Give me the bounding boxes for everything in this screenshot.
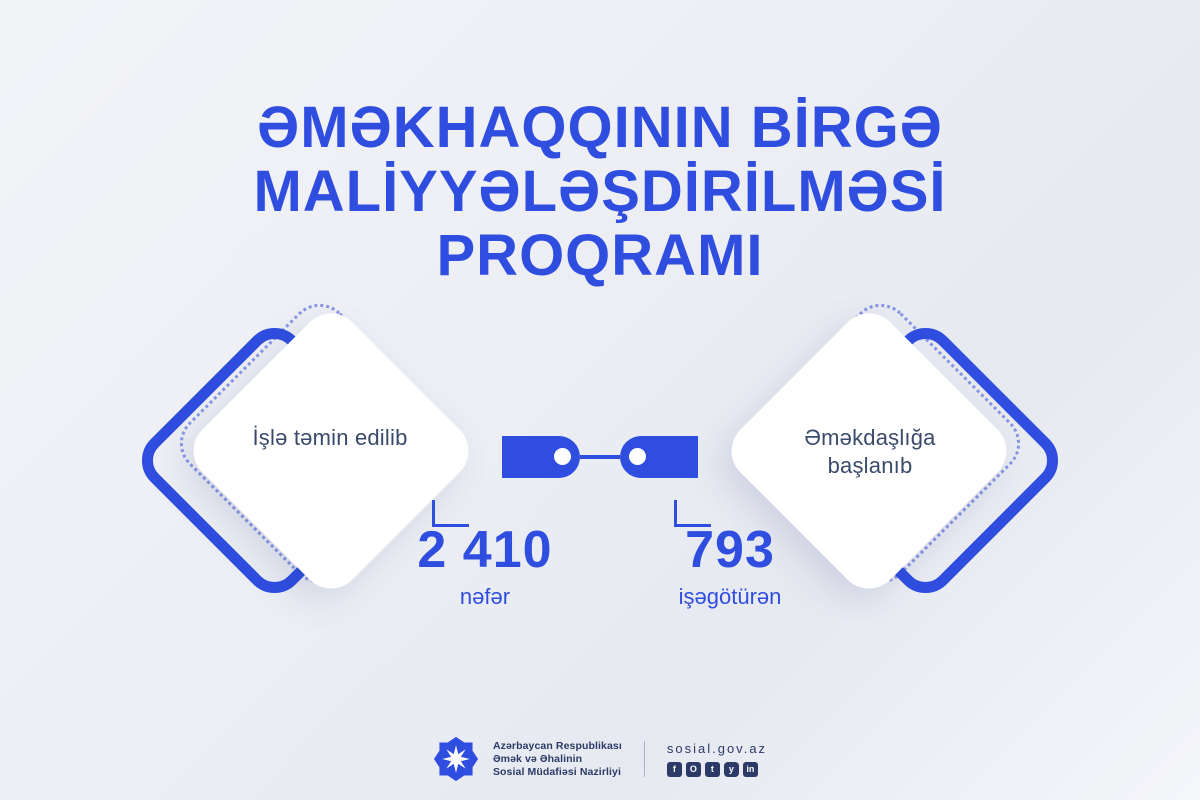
social-links [667,762,758,777]
title-line-2: MALİYYƏLƏŞDİRİLMƏSİ [253,159,947,224]
page-title [0,96,1200,288]
stat-employers [630,500,830,612]
facebook-icon[interactable]: f [667,762,682,777]
right-card-label-line2: başlanıb [827,453,913,478]
instagram-icon[interactable]: O [686,762,701,777]
footer [0,736,1200,782]
linkedin-icon[interactable]: in [743,762,758,777]
elbow-connector-right-icon [674,500,711,527]
left-card-label: İşlə təmin edilib [252,425,408,450]
right-card-label-line1: Əməkdaşlığa [804,425,936,450]
ministry-name [493,740,622,779]
twitter-icon[interactable]: t [705,762,720,777]
ministry-emblem-icon [433,736,479,782]
stat-employers-value: 793 [685,521,775,579]
elbow-connector-left-icon [432,500,469,527]
ministry-line-1: Azərbaycan Respublikası [492,739,622,752]
right-card-label [730,424,1010,480]
ministry-line-3: Sosial Müdafiəsi Nazirliyi [492,765,621,778]
stat-employers-unit: işəgötürən [678,584,782,609]
connector-dot-left-icon [554,448,571,465]
stats-row [360,500,840,620]
footer-site-block [667,741,767,777]
connector-dot-right-icon [629,448,646,465]
center-connector [502,426,698,488]
title-line-3: PROQRAMI [436,223,764,288]
title-line-1: ƏMƏKHAQQININ BİRGƏ [257,95,943,160]
youtube-icon[interactable]: y [724,762,739,777]
ministry-line-2: Əmək və Əhalinin [492,752,583,765]
connector-line [580,455,620,459]
stat-employed-value: 2 410 [417,521,553,579]
stat-employed [380,500,590,612]
stat-employed-unit: nəfər [459,584,511,609]
website-url[interactable]: sosial.gov.az [666,741,768,756]
footer-divider [644,741,645,777]
